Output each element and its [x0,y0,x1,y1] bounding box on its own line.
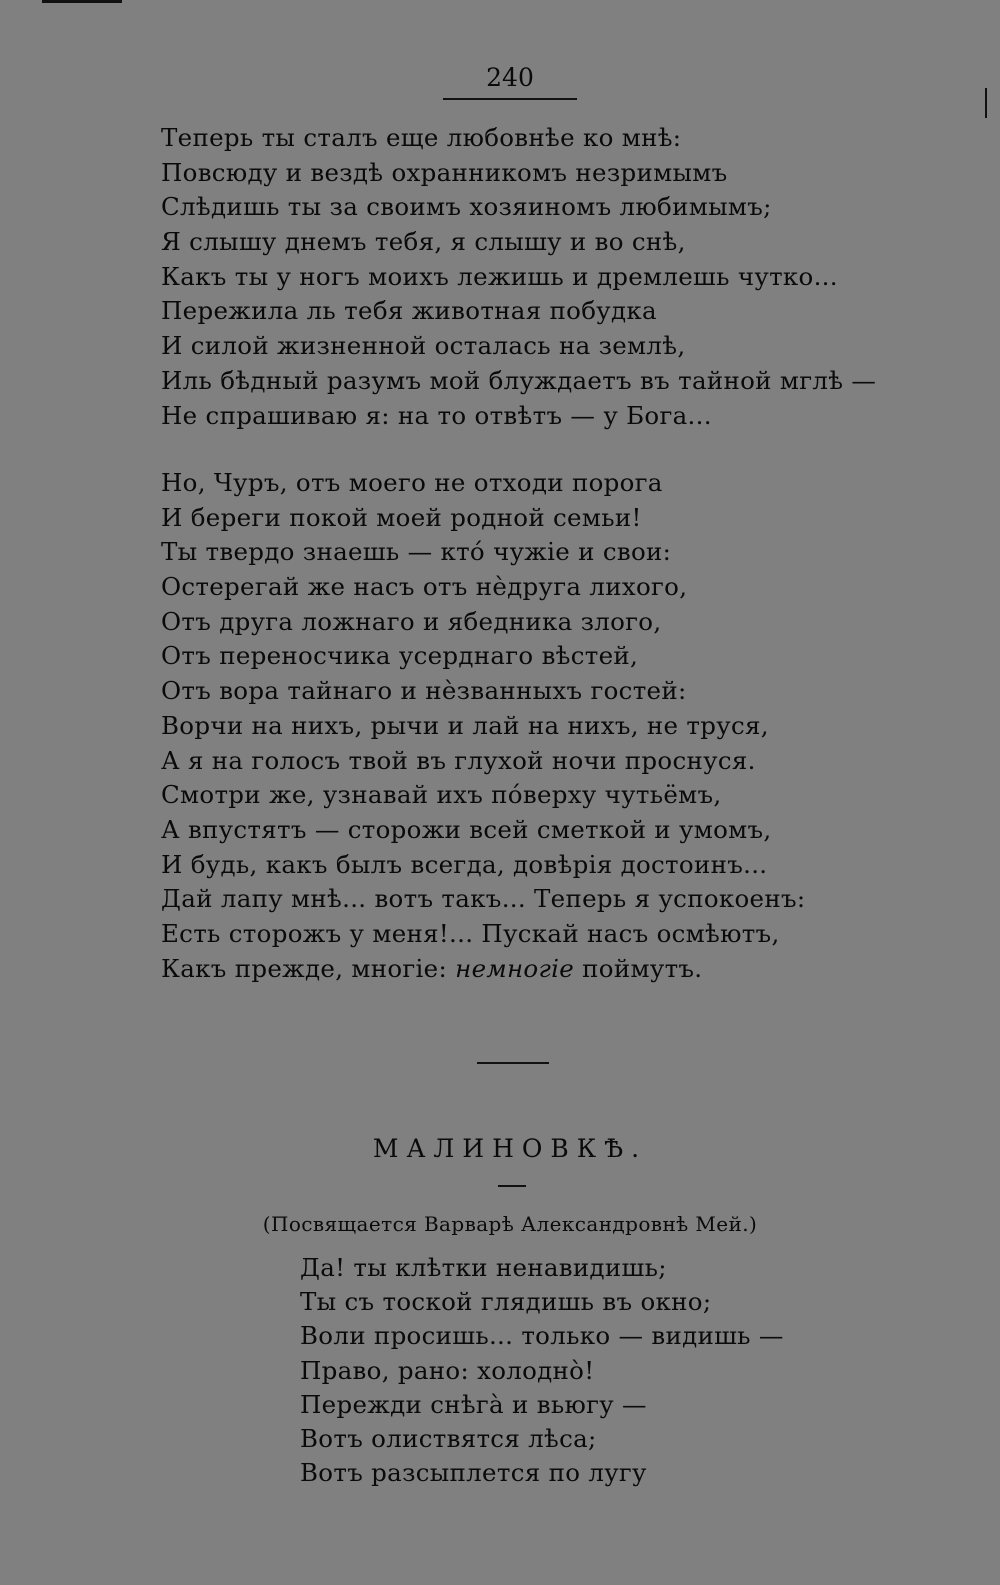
verse-line: Я слышу днемъ тебя, я слышу и во снѣ, [161,227,686,257]
poem-2-verses [300,1251,784,1490]
verse-line: А я на голосъ твой въ глухой ночи проснуся. [161,745,756,775]
verse-line: Теперь ты сталъ еще любовнѣе ко мнѣ: [161,123,682,152]
page-number-underline [443,98,577,100]
verse-line: И будь, какъ былъ всегда, довѣрія достоинъ... [161,849,768,879]
verse-line: Есть сторожъ у меня!... Пускай насъ осмѣютъ, [161,918,780,948]
verse-line: Вотъ разсыплется по лугу [300,1458,647,1488]
top-edge-rule [42,0,122,3]
verse-line: Да! ты клѣтки ненавидишь; [300,1253,667,1282]
verse-line: И силой жизненной осталась на землѣ, [161,331,686,361]
verse-line: Воли просишь... только — видишь — [300,1321,784,1351]
poem-title: МАЛИНОВКѢ. [372,1134,648,1163]
verse-line: Дай лапу мнѣ... вотъ такъ... Теперь я успокоенъ: [161,884,806,914]
verse-line: Ты съ тоской глядишь въ окно; [300,1287,712,1317]
verse-line: Какъ ты у ногъ моихъ лежишь и дремлешь чутко... [161,261,838,291]
verse-line: Но, Чуръ, отъ моего не отходи порога [161,468,663,497]
verse-line: Смотри же, узнавай ихъ пóверху чутьёмъ, [161,780,722,810]
poem-stanza-2 [161,466,805,986]
verse-line: Отъ друга ложнаго и ябедника злого, [161,606,662,636]
verse-line: Пережди снѣгà и вьюгу — [300,1389,647,1419]
verse-line: А впустятъ — сторожи всей сметкой и умомъ, [161,814,772,844]
page-number: 240 [486,63,534,92]
verse-line: Вотъ олиствятся лѣса; [300,1423,597,1453]
poem-stanza-1 [161,121,876,433]
verse-line: Отъ переносчика усерднаго вѣстей, [161,641,639,671]
verse-line: Право, рано: холоднò! [300,1355,595,1385]
verse-line-final [161,952,805,987]
verse-line: Отъ вора тайнаго и нѐзванныхъ гостей: [161,676,687,706]
verse-line: Пережила ль тебя животная побудка [161,296,657,326]
title-underline [498,1185,526,1187]
final-line-end: поймутъ. [574,953,703,983]
verse-line: Иль бѣдный разумъ мой блуждаетъ въ тайной мглѣ — [161,365,877,395]
verse-line: И береги покой моей родной семьи! [161,502,642,532]
verse-line: Повсюду и вездѣ охранникомъ незримымъ [161,157,728,187]
margin-mark [985,88,987,118]
verse-line: Не спрашиваю я: на то отвѣтъ — у Бога... [161,400,712,430]
verse-line: Ворчи на нихъ, рычи и лай на нихъ, не труся, [161,710,769,740]
verse-line: Слѣдишь ты за своимъ хозяиномъ любимымъ; [161,192,772,222]
final-line-italic-word: немногіе [455,953,575,983]
section-separator [477,1062,549,1064]
final-line-start: Какъ прежде, многіе: [161,953,456,983]
verse-line: Остерегай же насъ отъ нѐдруга лихого, [161,572,688,602]
verse-line: Ты твердо знаешь — ктó чужіе и свои: [161,537,672,567]
poem-dedication: (Посвящается Варварѣ Александровнѣ Мей.) [262,1212,758,1236]
